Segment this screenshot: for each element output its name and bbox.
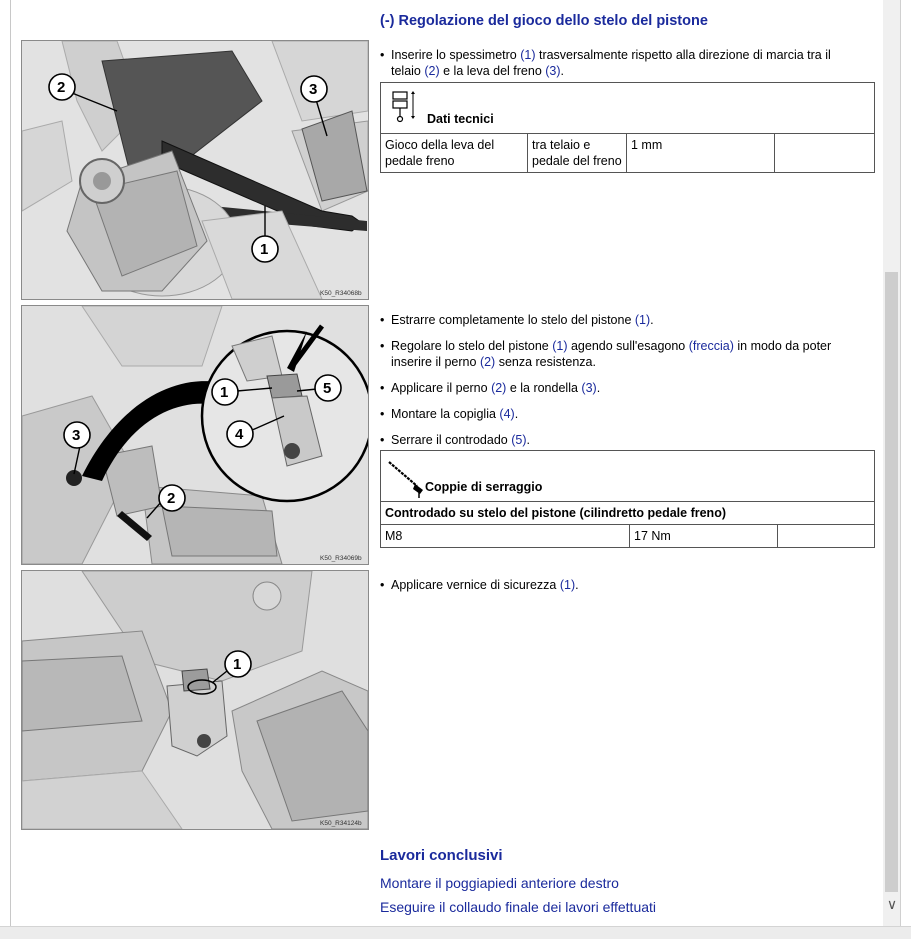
step-text-part: . <box>526 433 530 447</box>
tech-data-title: Dati tecnici <box>427 112 494 126</box>
step-text-part: senza resistenza. <box>495 355 596 369</box>
step-apply-locking-paint <box>380 577 860 593</box>
ref-link[interactable]: (1) <box>520 48 536 62</box>
step-text <box>380 432 860 448</box>
step-text-part: Inserire lo spessimetro <box>391 48 521 62</box>
bullet: • <box>380 578 385 592</box>
torque-subheader: Controdado su stelo del pistone (cilindretto pedale freno) <box>381 502 875 525</box>
ref-link[interactable]: (3) <box>545 64 561 78</box>
step-text-part: in modo da poter inserire il perno <box>391 339 832 369</box>
figure-2-callout-5: 5 <box>323 380 332 397</box>
step-fit-cotter-pin <box>380 406 860 422</box>
torque-cell-thread: M8 <box>381 525 630 548</box>
step-apply-pin <box>380 380 860 396</box>
figure-1-code: K50_R34068b <box>320 290 362 297</box>
torque-cell-value: 17 Nm <box>630 525 778 548</box>
right-edge <box>900 0 911 926</box>
step-text-part: Estrarre completamente lo stelo del pistone <box>391 313 635 327</box>
ref-link[interactable]: (2) <box>424 64 440 78</box>
figure-3 <box>21 570 369 830</box>
figure-1-callout-1: 1 <box>260 241 269 258</box>
step-text-part: . <box>596 381 601 395</box>
gauge-icon <box>391 86 425 126</box>
left-rule <box>10 0 11 926</box>
step-insert-feeler-gauge <box>380 47 860 79</box>
ref-link[interactable]: (4) <box>499 407 515 421</box>
conclusion-link-mount-footrest[interactable]: Montare il poggiapiedi anteriore destro <box>380 875 619 891</box>
step-adjust-rod <box>380 338 860 370</box>
step-tighten-locknut <box>380 432 860 448</box>
figure-3-code: K50_R34124b <box>320 820 362 827</box>
figure-1-callout-2: 2 <box>57 79 66 96</box>
ref-link[interactable]: (freccia) <box>688 339 734 353</box>
tech-data-cell-value: 1 mm <box>627 134 775 173</box>
step-text-part: . <box>650 313 654 327</box>
step-text-part: e la leva del freno <box>439 64 546 78</box>
figure-2-callout-4: 4 <box>235 426 244 443</box>
step-text-part: Regolare lo stelo del pistone <box>391 339 553 353</box>
tech-data-cell-description: Gioco della leva del pedale freno <box>381 134 528 173</box>
tech-data-header-cell <box>381 83 875 134</box>
step-text-part: e la rondella <box>506 381 582 395</box>
step-text <box>380 406 860 422</box>
tech-data-table <box>380 82 875 173</box>
figure-1-drawing <box>22 41 368 299</box>
figure-1-callout-3: 3 <box>309 81 318 98</box>
bullet: • <box>380 433 385 447</box>
bottom-bar <box>0 926 911 939</box>
ref-link[interactable]: (1) <box>634 313 651 327</box>
bullet: • <box>380 381 385 395</box>
step-text-part: trasversalmente rispetto alla direzione di marcia tra il telaio <box>391 48 831 78</box>
step-text <box>380 380 860 396</box>
step-text-part: Serrare il controdado <box>391 433 512 447</box>
torque-cell-empty <box>778 525 875 548</box>
figure-3-callout-1: 1 <box>233 656 242 673</box>
figure-2-callout-1: 1 <box>220 384 229 401</box>
bullet: • <box>380 339 385 353</box>
figure-2-callout-2: 2 <box>167 490 176 507</box>
ref-link[interactable]: (3) <box>581 381 597 395</box>
step-text <box>380 312 860 328</box>
step-text-part: . <box>575 578 579 592</box>
bullet: • <box>380 313 385 327</box>
figure-2-code: K50_R34069b <box>320 555 362 562</box>
conclusion-title: Lavori conclusivi <box>380 847 503 864</box>
torque-title: Coppie di serraggio <box>425 480 543 494</box>
torque-wrench-icon <box>387 456 427 498</box>
conclusion-link-final-test[interactable]: Eseguire il collaudo finale dei lavori effettuati <box>380 899 657 915</box>
scroll-down-arrow-icon[interactable]: ∨ <box>886 896 898 912</box>
ref-link[interactable]: (2) <box>491 381 507 395</box>
ref-link[interactable]: (1) <box>559 578 576 592</box>
step-text <box>380 338 860 370</box>
ref-link[interactable]: (5) <box>511 433 527 447</box>
step-text-part: . <box>560 64 565 78</box>
scrollbar-thumb[interactable] <box>885 272 898 892</box>
bullet: • <box>380 48 385 62</box>
tech-data-cell-location: tra telaio e pedale del freno <box>528 134 627 173</box>
torque-table <box>380 450 875 548</box>
step-text-part: Applicare il perno <box>391 381 492 395</box>
bullet: • <box>380 407 385 421</box>
step-text <box>380 577 860 593</box>
tech-data-cell-empty <box>775 134 875 173</box>
step-text <box>380 47 860 79</box>
ref-link[interactable]: (1) <box>552 339 568 353</box>
figure-1 <box>21 40 369 300</box>
torque-header-cell <box>381 451 875 502</box>
step-text-part: . <box>514 407 519 421</box>
figure-2-drawing <box>22 306 368 564</box>
figure-3-drawing <box>22 571 368 829</box>
step-extract-rod <box>380 312 860 328</box>
section-title: (-) Regolazione del gioco dello stelo del pistone <box>380 13 708 29</box>
figure-2 <box>21 305 369 565</box>
step-text-part: agendo sull'esagono <box>567 339 689 353</box>
step-text-part: Montare la copiglia <box>391 407 500 421</box>
figure-2-callout-3: 3 <box>72 427 81 444</box>
step-text-part: Applicare vernice di sicurezza <box>391 578 560 592</box>
ref-link[interactable]: (2) <box>479 355 496 369</box>
